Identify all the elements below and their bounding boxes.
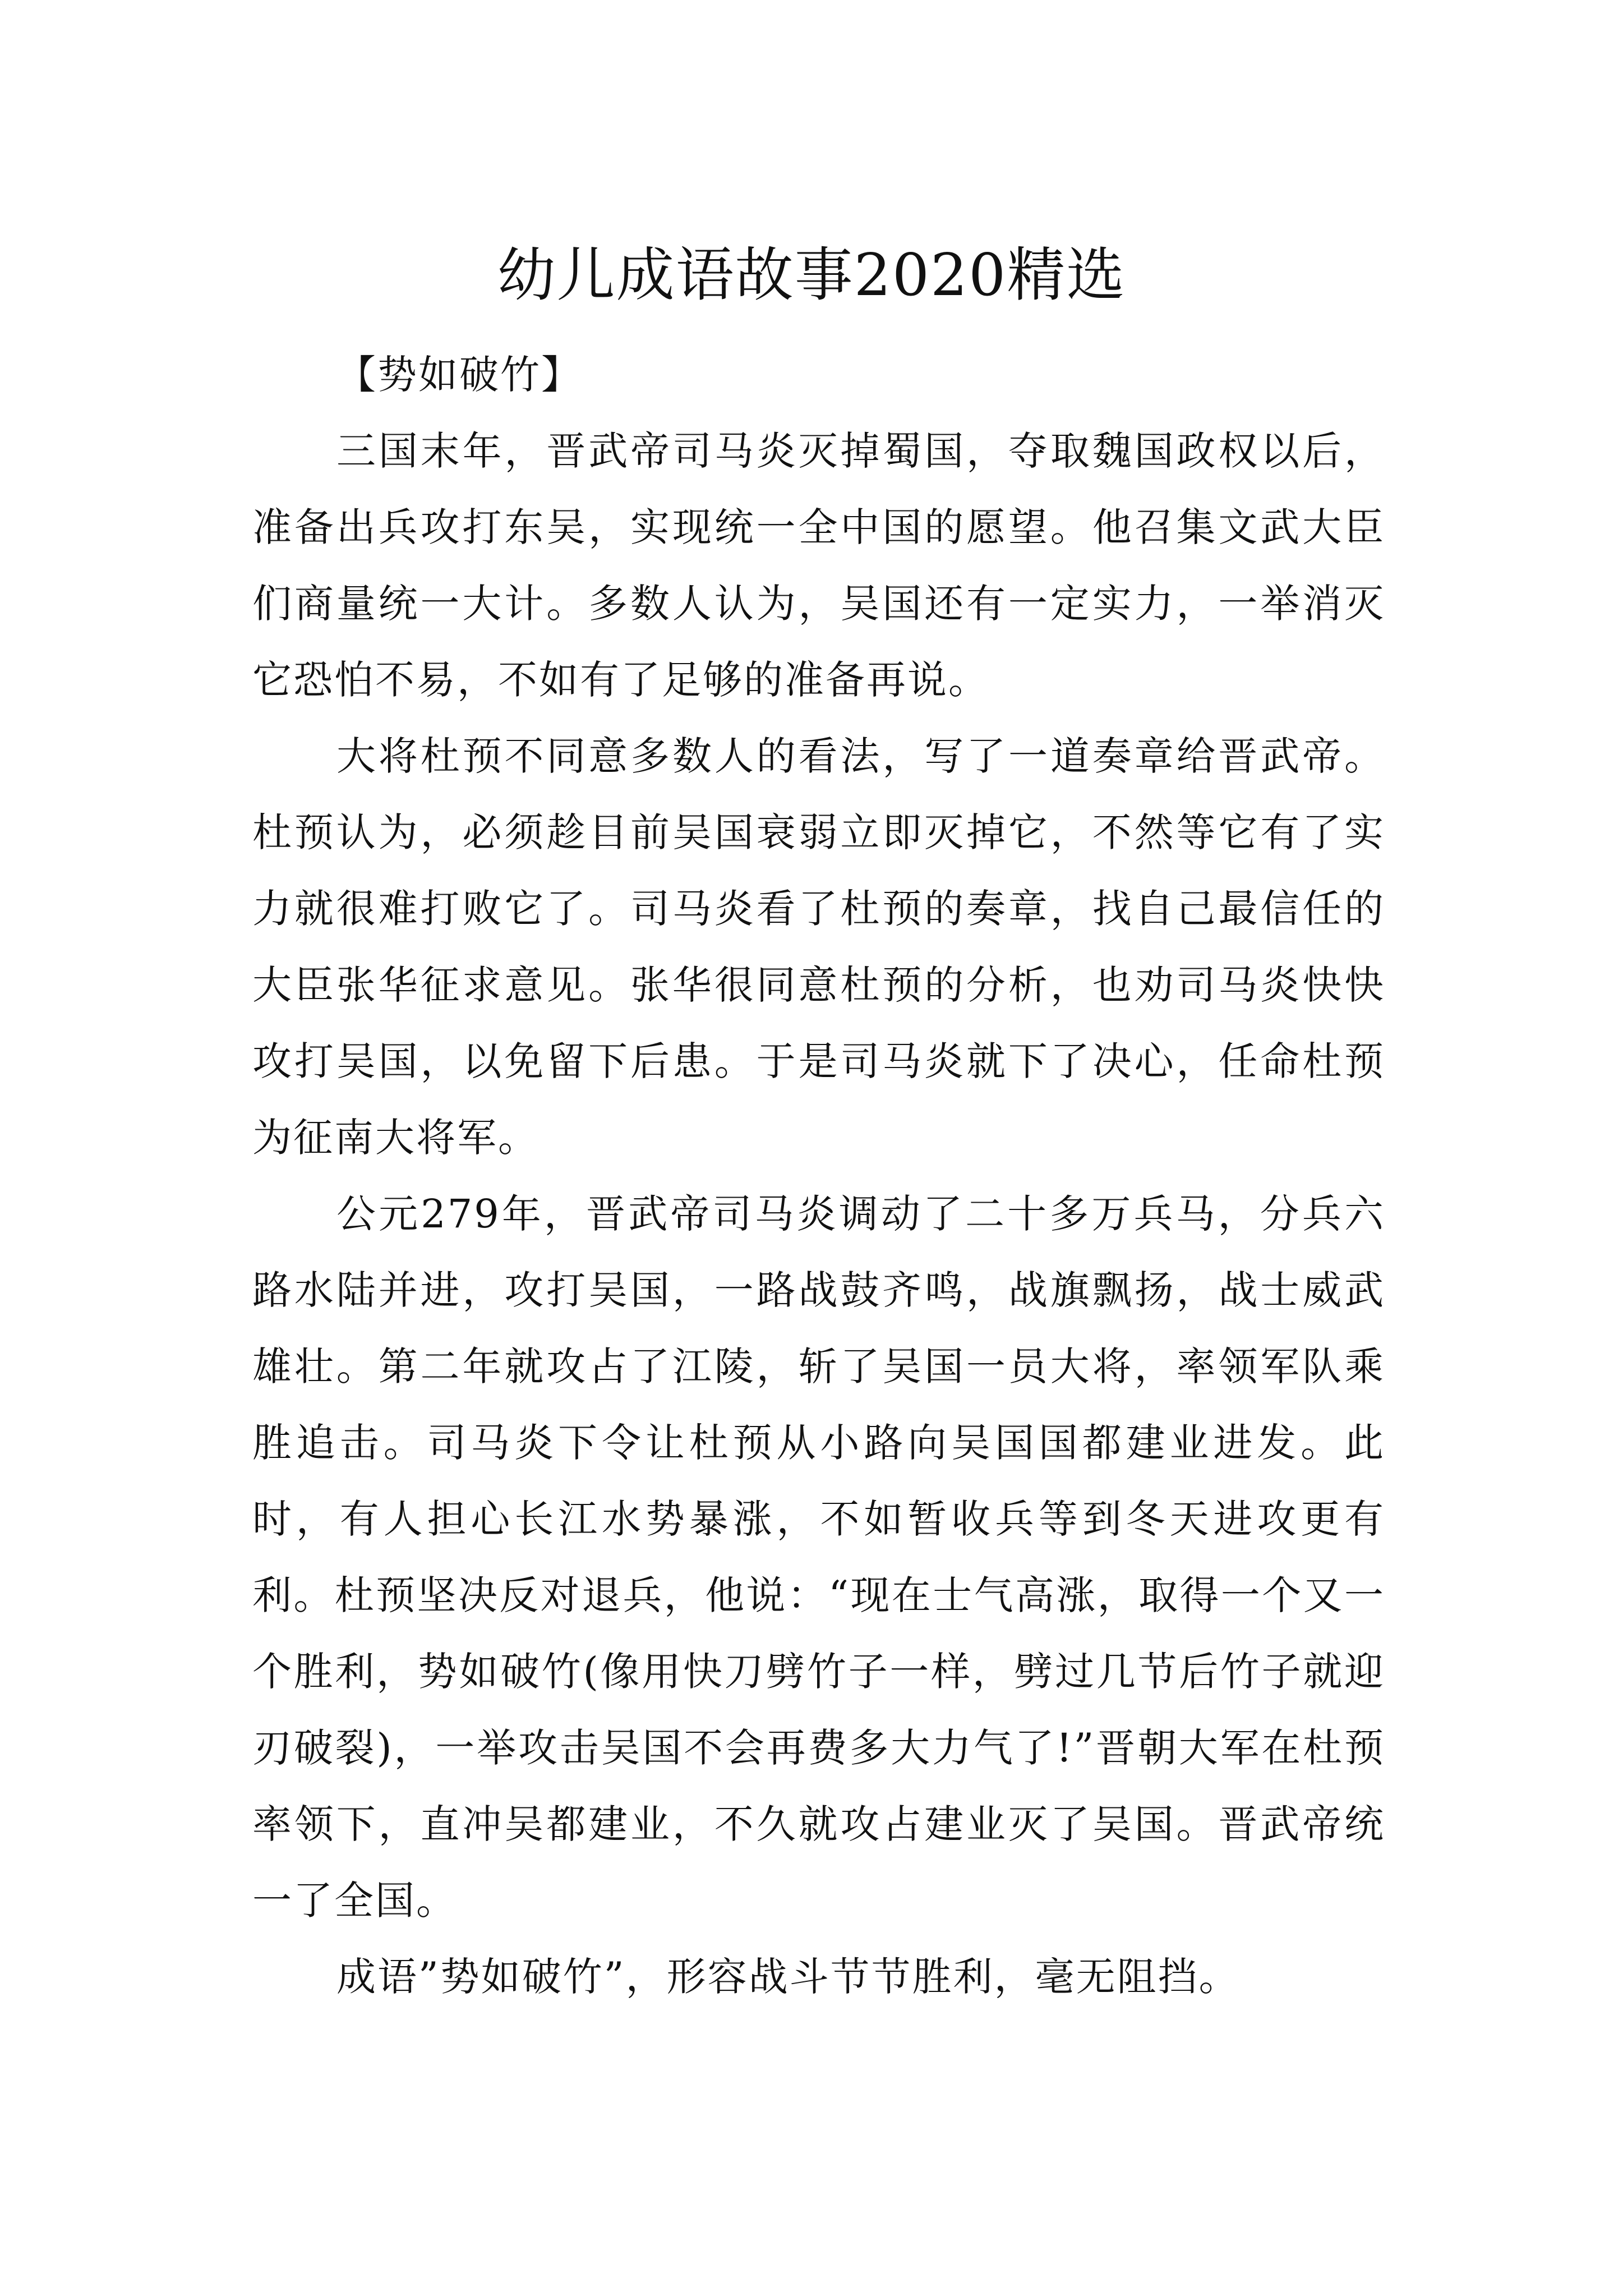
paragraph: 大将杜预不同意多数人的看法，写了一道奏章给晋武帝。杜预认为，必须趁目前吴国衰弱立即灭掉它，不然等它有了实力就很难打败它了。司马炎看了杜预的奏章，找自己最信任的大臣张华征求意见。张华很同意杜预的分析，也劝司马炎快快攻打吴国，以免留下后患。于是司马炎就下了决心，任命杜预为征南大将军。 xyxy=(252,733,1385,1161)
paragraph: 三国末年，晋武帝司马炎灭掉蜀国，夺取魏国政权以后，准备出兵攻打东吴，实现统一全中国的愿望。他召集文武大臣们商量统一大计。多数人认为，吴国还有一定实力，一举消灭它恐怕不易，不如有了足够的准备再说。 xyxy=(252,428,1385,703)
paragraph: 成语”势如破竹”，形容战斗节节胜利，毫无阻挡。 xyxy=(336,1954,1240,2000)
section-heading: 【势如破竹】 xyxy=(336,352,582,398)
document-body xyxy=(252,337,1385,2015)
document-title: 幼儿成语故事2020精选 xyxy=(497,240,1126,309)
paragraph: 公元279年，晋武帝司马炎调动了二十多万兵马，分兵六路水陆并进，攻打吴国，一路战鼓齐鸣，战旗飘扬，战士威武雄壮。第二年就攻占了江陵，斩了吴国一员大将，率领军队乘胜追击。司马炎下令让杜预从小路向吴国国都建业进发。此时，有人担心长江水势暴涨，不如暂收兵等到冬天进攻更有利。杜预坚决反对退兵，他说：“现在士气高涨，取得一个又一个胜利，势如破竹(像用快刀劈竹子一样，劈过几节后竹子就迎刃破裂)，一举攻击吴国不会再费多大力气了!”晋朝大军在杜预率领下，直冲吴都建业，不久就攻占建业灭了吴国。晋武帝统一了全国。 xyxy=(252,1191,1385,1924)
